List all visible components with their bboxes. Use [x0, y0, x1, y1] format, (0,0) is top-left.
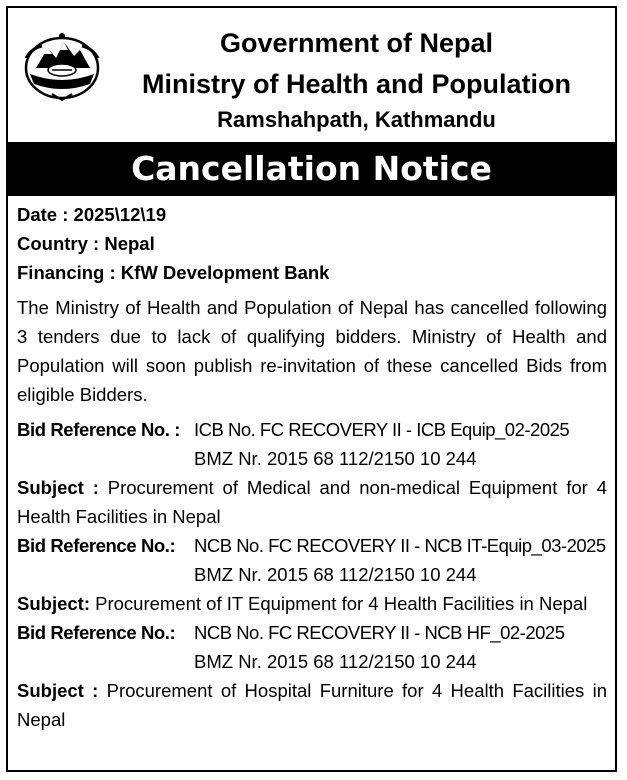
subject-label: Subject : — [17, 477, 99, 498]
ministry-title: Ministry of Health and Population — [141, 69, 571, 99]
government-title: Government of Nepal — [219, 28, 494, 58]
notice-country: Country : Nepal — [17, 233, 155, 254]
bid-reference-row — [17, 531, 607, 560]
notice-date: Date : 2025\12\19 — [17, 204, 167, 225]
bid-reference-row — [17, 618, 607, 647]
subject-text: Procurement of IT Equipment for 4 Health Facilities in Nepal — [89, 593, 588, 614]
bid-reference-label: Bid Reference No.: — [17, 622, 176, 643]
nepal-emblem-icon — [22, 28, 102, 104]
subject-row — [17, 473, 607, 531]
subject-text: Procurement of Medical and non-medical Equipment for 4 Health Facilities in Nepal — [17, 477, 607, 527]
notice-frame — [6, 6, 617, 772]
subject-row — [17, 676, 607, 734]
tender-1 — [17, 415, 607, 531]
notice-paragraph: The Ministry of Health and Population of Nepal has cancelled following 3 tenders due to lack of qualifying bidders. Ministry of Health and Population will soon publish re-invitation of these cancelled Bids from eligible Bidders. — [17, 297, 607, 405]
bid-reference-label: Bid Reference No. : — [17, 419, 181, 440]
bid-reference-row — [17, 415, 607, 444]
notice-body — [17, 200, 607, 734]
bid-reference-code: ICB No. FC RECOVERY II - ICB Equip_02-2025 — [194, 419, 570, 440]
notice-financing: Financing : KfW Development Bank — [17, 262, 330, 283]
bid-reference-label: Bid Reference No.: — [17, 535, 176, 556]
meta-block — [17, 200, 607, 287]
bid-reference-code: NCB No. FC RECOVERY II - NCB HF_02-2025 — [194, 622, 565, 643]
bmz-number: BMZ Nr. 2015 68 112/2150 10 244 — [194, 564, 477, 585]
tender-2 — [17, 531, 607, 618]
bmz-number: BMZ Nr. 2015 68 112/2150 10 244 — [194, 651, 477, 672]
notice-title-banner: Cancellation Notice — [8, 142, 615, 196]
subject-text: Procurement of Hospital Furniture for 4 Health Facilities in Nepal — [17, 680, 607, 730]
ministry-address: Ramshahpath, Kathmandu — [217, 107, 496, 132]
subject-label: Subject : — [17, 680, 99, 701]
bmz-number: BMZ Nr. 2015 68 112/2150 10 244 — [194, 448, 477, 469]
bid-reference-code: NCB No. FC RECOVERY II - NCB IT-Equip_03-2025 — [194, 535, 606, 556]
subject-row — [17, 589, 607, 618]
tender-3 — [17, 618, 607, 734]
notice-header — [8, 8, 615, 142]
subject-label: Subject: — [17, 593, 90, 614]
